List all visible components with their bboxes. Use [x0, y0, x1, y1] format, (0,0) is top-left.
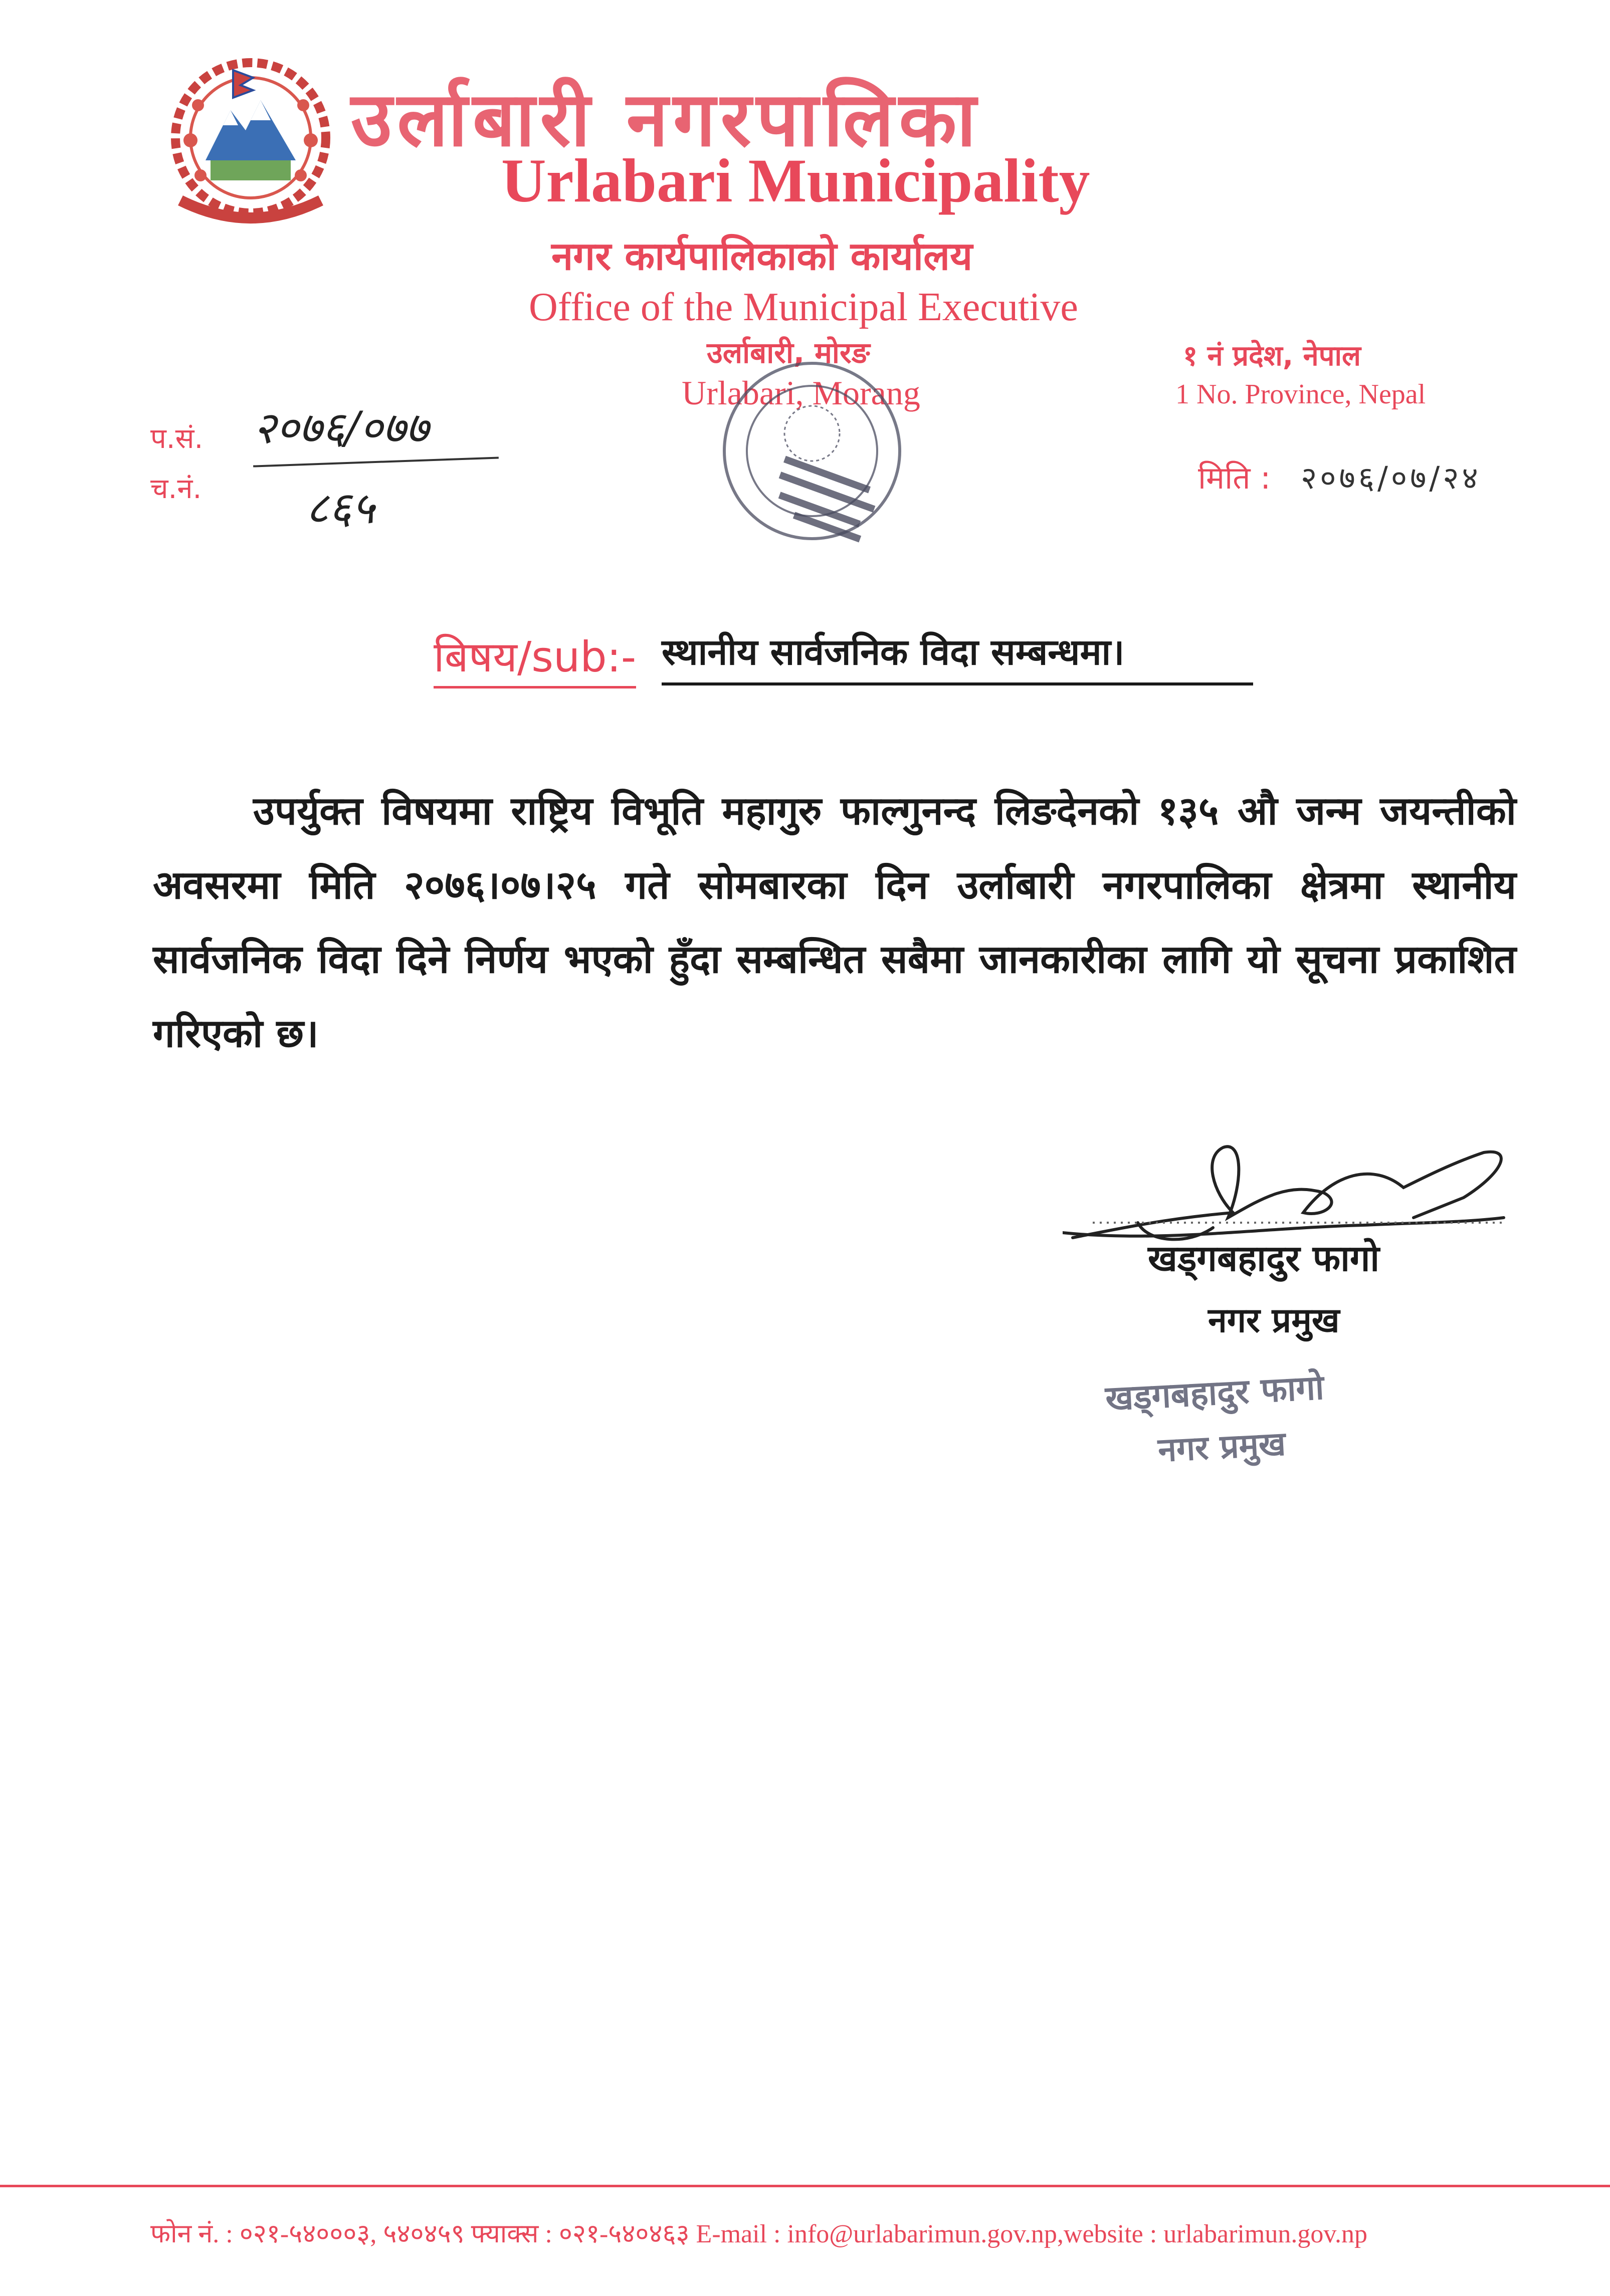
footer-contact: फोन नं. : ०२१-५४०००३, ५४०४५९ फ्याक्स : ०२१-५४०४६३ E-mail : info@urlabarimun.gov.np,website : urlabarimun.gov.np [150, 2220, 1367, 2248]
reference-number-label: प.सं. [150, 422, 204, 455]
name-stamp-title: नगर प्रमुख [1157, 1424, 1287, 1470]
signatory-name: खड्गबहादुर फागो [1148, 1237, 1380, 1279]
subject-label: बिषय/sub:- [434, 626, 636, 688]
province-en: 1 No. Province, Nepal [1175, 379, 1426, 410]
address-en: Urlabari, Morang [682, 374, 920, 412]
dispatch-number-label: च.नं. [150, 473, 202, 505]
address-np: उर्लाबारी, मोरङ [707, 336, 870, 370]
footer-divider [0, 2185, 1610, 2187]
reference-number-value: २०७६/०७७ [253, 402, 429, 453]
province-np: १ नं प्रदेश, नेपाल [1183, 340, 1361, 372]
office-name-np: नगर कार्यपालिकाको कार्यालय [551, 234, 973, 279]
nepal-emblem-icon [150, 50, 351, 231]
name-stamp-name: खड्गबहादुर फागो [1104, 1367, 1325, 1419]
notice-body: उपर्युक्त विषयमा राष्ट्रिय विभूति महागुरु फाल्गुनन्द लिङदेनको १३५ औ जन्म जयन्तीको अवसरमा मिति २०७६।०७।२५ गते सोमबारका दिन उर्लाबारी नगरपालिका क्षेत्रमा स्थानीय सार्वजनिक विदा दिने निर्णय भएको हुँदा सम्बन्धित सबैमा जानकारीका लागि यो सूचना प्रकाशित गरिएको छ। [153, 789, 1516, 1056]
office-seal-stamp [692, 346, 932, 556]
date-label: मिति : [1198, 460, 1271, 496]
municipality-title-np: उर्लाबारी नगरपालिका [351, 76, 981, 163]
office-name-en: Office of the Municipal Executive [529, 285, 1078, 329]
signatory-title: नगर प्रमुख [1208, 1301, 1340, 1340]
dispatch-number-value: ८६५ [306, 482, 375, 534]
municipality-title-en: Urlabari Municipality [501, 146, 1090, 215]
reference-divider [253, 456, 499, 467]
date-value: २०७६/०७/२४ [1301, 460, 1481, 496]
subject-text: स्थानीय सार्वजनिक विदा सम्बन्धमा। [662, 626, 1253, 685]
